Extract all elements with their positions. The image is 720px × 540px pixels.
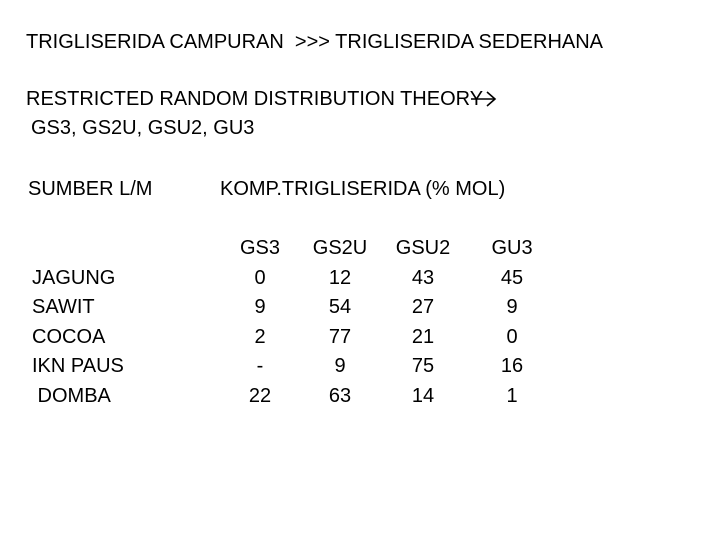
gsu2-column bbox=[393, 234, 453, 411]
gsu2-value: 75 bbox=[411, 355, 435, 377]
source-name: SAWIT bbox=[32, 296, 95, 318]
gs3-value: 0 bbox=[254, 266, 266, 289]
gs2u-value: 63 bbox=[328, 384, 352, 407]
source-header: SUMBER L/M bbox=[28, 178, 153, 200]
source-name: DOMBA bbox=[32, 384, 111, 407]
gu3-value: 45 bbox=[500, 266, 524, 289]
gs2u-value: 54 bbox=[328, 296, 352, 318]
column-header-gu3: GU3 bbox=[491, 237, 533, 259]
gs2u-column bbox=[312, 234, 368, 411]
source-name: IKN PAUS bbox=[32, 355, 124, 377]
composition-header: KOMP.TRIGLISERIDA (% MOL) bbox=[220, 178, 506, 200]
gu3-column bbox=[484, 234, 540, 411]
gsu2-value: 43 bbox=[411, 266, 435, 289]
gs3-value: - bbox=[256, 355, 264, 377]
gu3-value: 9 bbox=[506, 296, 518, 318]
source-column bbox=[32, 234, 162, 411]
gs3-value: 22 bbox=[248, 384, 272, 407]
gs2u-value: 9 bbox=[334, 355, 346, 377]
gu3-value: 0 bbox=[506, 325, 518, 348]
column-header-gsu2: GSU2 bbox=[395, 237, 451, 259]
triglyceride-types: GS3, GS2U, GSU2, GU3 bbox=[31, 117, 255, 139]
column-header-gs3: GS3 bbox=[239, 237, 281, 259]
gsu2-value: 14 bbox=[411, 384, 435, 407]
source-name: JAGUNG bbox=[32, 266, 116, 289]
gu3-value: 1 bbox=[506, 384, 518, 407]
gu3-value: 16 bbox=[500, 355, 524, 377]
gs3-column bbox=[238, 234, 282, 411]
theory-label: RESTRICTED RANDOM DISTRIBUTION THEORY bbox=[26, 88, 484, 110]
source-column-spacer bbox=[32, 234, 162, 264]
gs3-value: 9 bbox=[254, 296, 266, 318]
source-name: COCOA bbox=[32, 325, 106, 348]
gs2u-value: 12 bbox=[328, 266, 352, 289]
heading-title: TRIGLISERIDA CAMPURAN >>> TRIGLISERIDA SEDERHANA bbox=[26, 31, 604, 53]
right-arrow-icon bbox=[470, 90, 498, 108]
gsu2-value: 27 bbox=[411, 296, 435, 318]
column-header-gs2u: GS2U bbox=[312, 237, 368, 259]
gs2u-value: 77 bbox=[328, 325, 352, 348]
gs3-value: 2 bbox=[254, 325, 266, 348]
gsu2-value: 21 bbox=[411, 325, 435, 348]
